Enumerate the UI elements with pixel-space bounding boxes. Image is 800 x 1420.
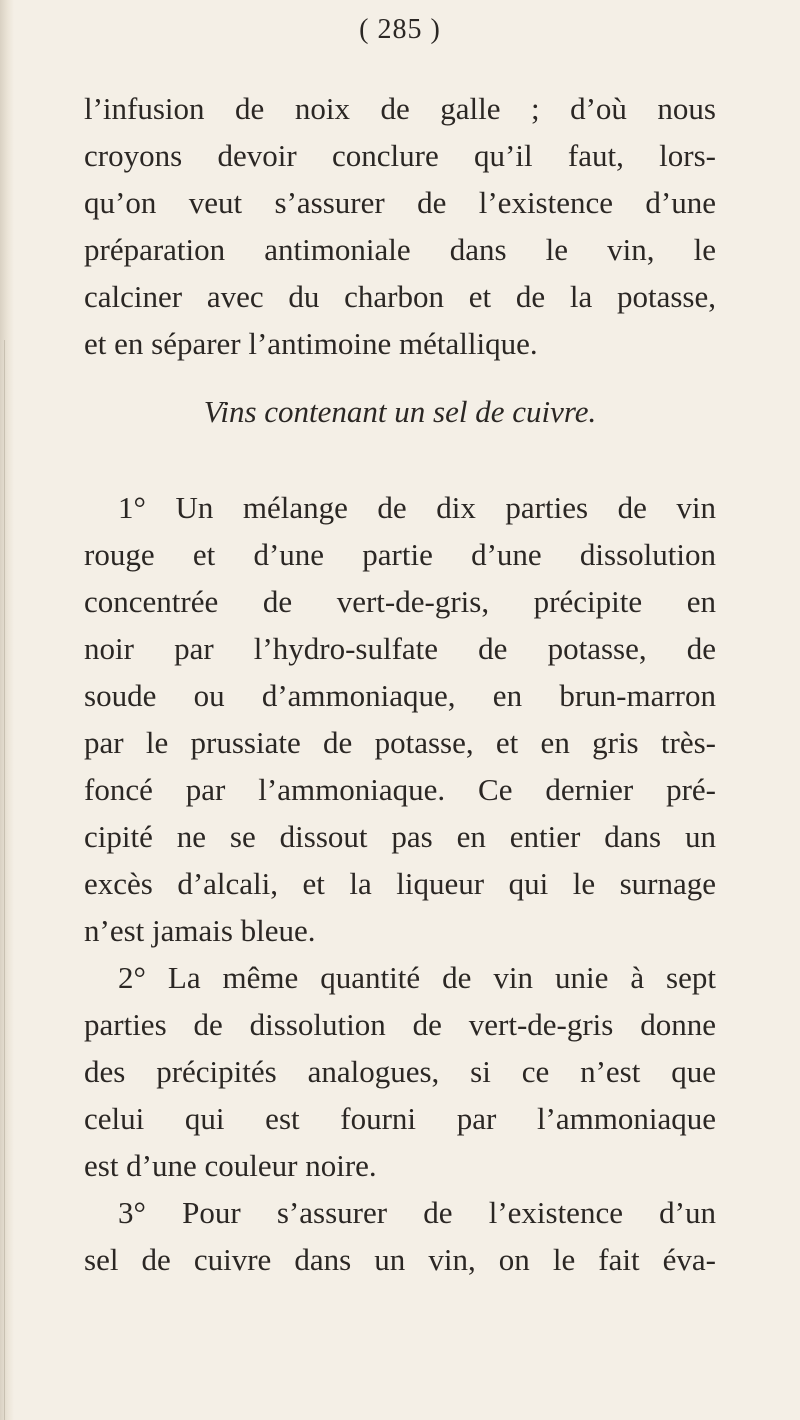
item-1-line-6: par le prussiate de potasse, et en gris très-	[84, 725, 716, 760]
gutter-line	[4, 340, 5, 1420]
item-1-line-3: concentrée de vert-de-gris, précipite en	[84, 584, 716, 619]
paragraph-1-line-5: calciner avec du charbon et de la potasse,	[84, 279, 716, 314]
page-spine-shadow	[0, 0, 14, 1420]
item-2-line-4: celui qui est fourni par l’ammoniaque	[84, 1101, 716, 1136]
item-1-line-10: n’est jamais bleue.	[84, 913, 316, 948]
item-1-line-5: soude ou d’ammoniaque, en brun-marron	[84, 678, 716, 713]
item-3-line-1: 3° Pour s’assurer de l’existence d’un	[118, 1195, 716, 1230]
item-2-line-3: des précipités analogues, si ce n’est que	[84, 1054, 716, 1089]
item-1-line-1: 1° Un mélange de dix parties de vin	[118, 490, 716, 525]
item-2-line-2: parties de dissolution de vert-de-gris donne	[84, 1007, 716, 1042]
paragraph-1-line-6: et en séparer l’antimoine métallique.	[84, 326, 538, 361]
page-number: ( 285 )	[359, 14, 441, 45]
paragraph-1-line-4: préparation antimoniale dans le vin, le	[84, 232, 716, 267]
item-1-line-2: rouge et d’une partie d’une dissolution	[84, 537, 716, 572]
item-2-line-5: est d’une couleur noire.	[84, 1148, 377, 1183]
item-2-line-1: 2° La même quantité de vin unie à sept	[118, 960, 716, 995]
paragraph-1-line-3: qu’on veut s’assurer de l’existence d’une	[84, 185, 716, 220]
item-1-line-8: cipité ne se dissout pas en entier dans un	[84, 819, 716, 854]
section-heading: Vins contenant un sel de cuivre.	[203, 394, 597, 429]
item-1-line-9: excès d’alcali, et la liqueur qui le surnage	[84, 866, 716, 901]
paragraph-1-line-2: croyons devoir conclure qu’il faut, lors-	[84, 138, 716, 173]
item-3-line-2: sel de cuivre dans un vin, on le fait éva-	[84, 1242, 716, 1277]
item-1-line-4: noir par l’hydro-sulfate de potasse, de	[84, 631, 716, 666]
paragraph-1-line-1: l’infusion de noix de galle ; d’où nous	[84, 91, 716, 126]
item-1-line-7: foncé par l’ammoniaque. Ce dernier pré-	[84, 772, 716, 807]
